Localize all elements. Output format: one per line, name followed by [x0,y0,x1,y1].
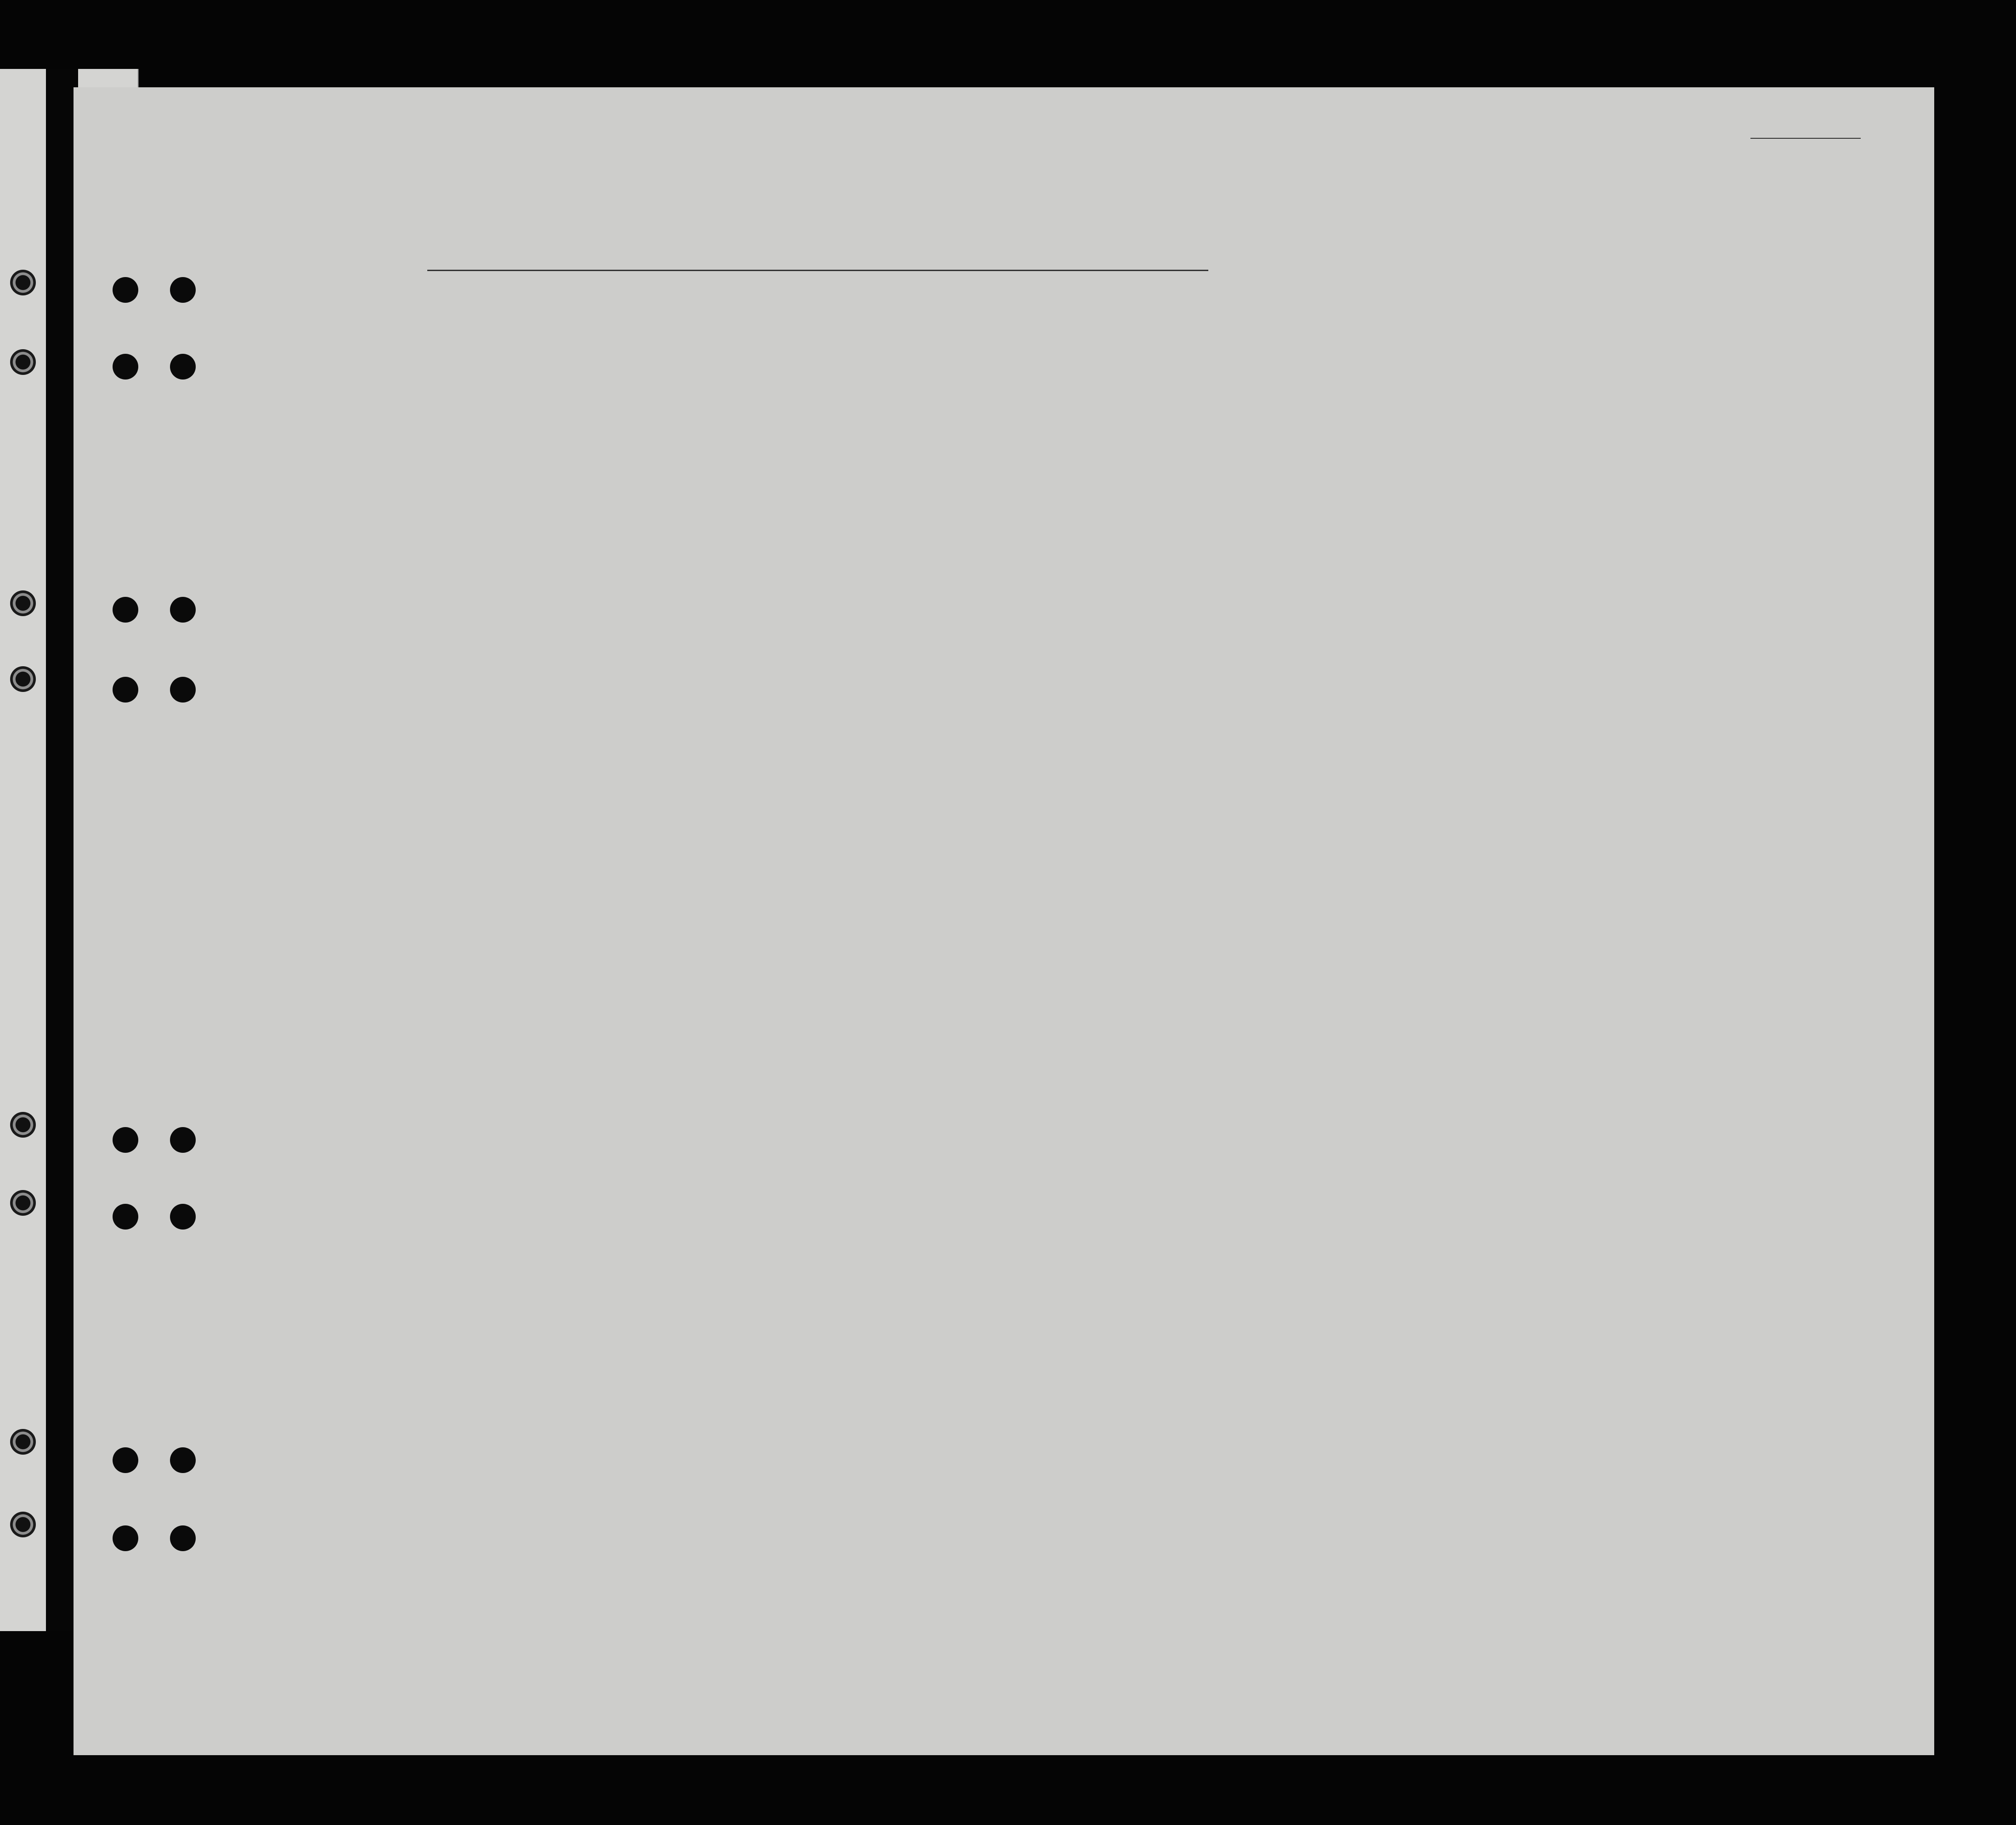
punch-hole [170,354,196,380]
punch-hole [170,1204,196,1230]
punch-hole [113,277,138,303]
punch-hole [113,1447,138,1473]
binding-hole [10,590,36,616]
binding-hole [10,1512,36,1537]
punch-hole [170,1525,196,1551]
punch-hole [113,597,138,623]
punch-hole [113,1525,138,1551]
binding-hole [10,666,36,692]
punch-hole [170,1127,196,1153]
binding-hole [10,1429,36,1455]
list-number-line [1750,138,1861,139]
binding-hole [10,1190,36,1216]
punch-hole [170,1447,196,1473]
punch-hole [113,677,138,703]
punch-hole [170,677,196,703]
port-fill-line [427,270,1208,271]
punch-hole [113,1204,138,1230]
punch-hole [113,354,138,380]
binding-hole [10,270,36,295]
punch-hole [170,597,196,623]
punch-hole [170,277,196,303]
manifest-sheet [74,87,1934,1755]
binding-hole [10,349,36,375]
punch-hole [113,1127,138,1153]
binding-hole [10,1112,36,1138]
